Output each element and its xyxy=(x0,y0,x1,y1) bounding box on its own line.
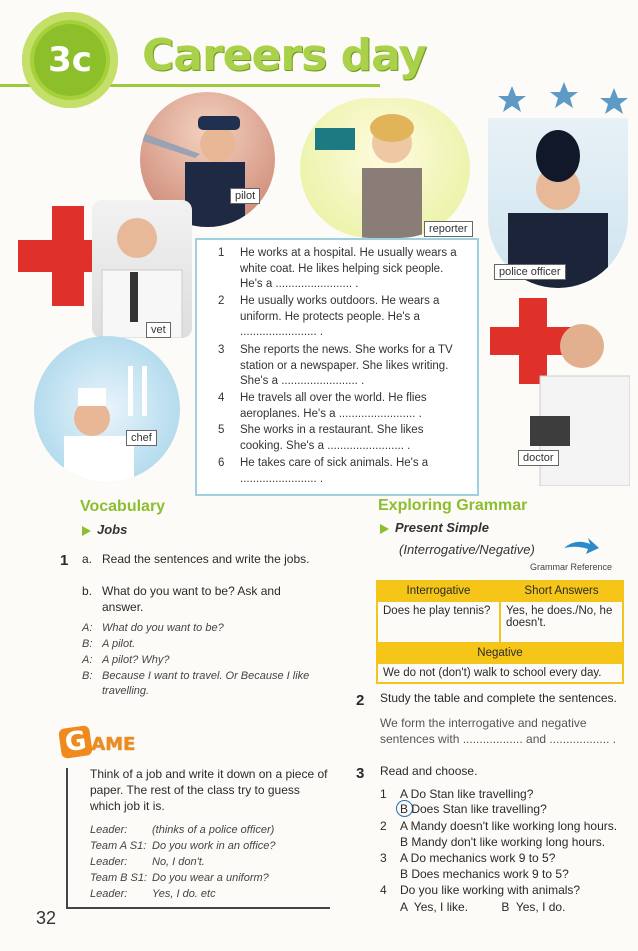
exercise-3-instruction: Read and choose. xyxy=(380,764,478,778)
interrogative-header: Interrogative xyxy=(377,581,500,601)
game-line: Do you work in an office? xyxy=(152,840,276,852)
vocabulary-subheading: Jobs xyxy=(82,522,127,537)
option-a[interactable]: A Mandy doesn't like working long hours. xyxy=(400,819,618,833)
exercise-1a-letter: a. xyxy=(82,552,93,566)
page-number: 32 xyxy=(36,908,57,928)
stars-icon xyxy=(498,82,628,122)
dialog-speaker: B: xyxy=(82,670,93,682)
negative-cell: We do not (don't) walk to school every day. xyxy=(377,663,623,683)
reporter-label: reporter xyxy=(424,221,473,237)
game-speaker: Leader: xyxy=(90,888,128,900)
grammar-subheading-2: (Interrogative/Negative) xyxy=(399,542,535,557)
vet-label: vet xyxy=(146,322,171,338)
police-officer-label: police officer xyxy=(494,264,566,280)
doctor-label: doctor xyxy=(518,450,559,466)
game-speaker: Leader: xyxy=(90,856,128,868)
game-line: Yes, I do. etc xyxy=(152,888,216,900)
sentence-6: 6 He takes care of sick animals. He's a ........................ . xyxy=(218,457,429,485)
game-line: No, I don't. xyxy=(152,856,205,868)
option-a[interactable]: A Do Stan like travelling? xyxy=(400,787,534,801)
option-a[interactable]: A Do mechanics work 9 to 5? xyxy=(400,851,556,865)
unit-badge-label: 3c xyxy=(34,24,106,96)
exercise-1-number: 1 xyxy=(60,552,69,569)
dialog-speaker: B: xyxy=(82,638,93,650)
grammar-table xyxy=(376,580,624,684)
grammar-heading: Exploring Grammar xyxy=(378,497,528,514)
arrow-icon xyxy=(380,524,389,534)
game-speaker: Team A S1: xyxy=(90,840,147,852)
option-b[interactable]: B Does Stan like travelling? xyxy=(400,802,547,816)
chef-picture xyxy=(34,336,180,482)
dialog-speaker: A: xyxy=(82,654,93,666)
chef-label: chef xyxy=(126,430,157,446)
game-instructions: Think of a job and write it down on a piece of paper. The rest of the class try to guess which job it is. xyxy=(90,767,328,813)
exercise-2-instruction: Study the table and complete the sentences. xyxy=(380,691,617,705)
vocabulary-heading: Vocabulary xyxy=(80,498,166,515)
reference-arrow-icon xyxy=(562,536,600,558)
interrogative-cell: Does he play tennis? xyxy=(377,601,500,643)
item-number: 3 xyxy=(380,851,387,865)
answer-options[interactable]: A Yes, I like. B Yes, I do. xyxy=(400,900,566,914)
police-picture xyxy=(488,118,628,288)
exercise-2-number: 2 xyxy=(356,692,365,709)
police-officer-icon xyxy=(488,118,628,288)
option-b[interactable]: B Does mechanics work 9 to 5? xyxy=(400,867,569,881)
game-speaker: Team B S1: xyxy=(90,872,148,884)
dialog-line: What do you want to be? xyxy=(102,622,224,634)
game-line: Do you wear a uniform? xyxy=(152,872,269,884)
arrow-icon xyxy=(82,526,91,536)
sentence-4: 4 He travels all over the world. He flies aeroplanes. He's a ........................ . xyxy=(218,392,427,420)
exercise-1b-text: What do you want to be? Ask and answer. xyxy=(102,584,281,614)
dialog-line: A pilot? Why? xyxy=(102,654,170,666)
dialog-line: A pilot. xyxy=(102,638,136,650)
game-speaker: Leader: xyxy=(90,824,128,836)
item-number: 2 xyxy=(380,819,387,833)
grammar-subheading: Present Simple xyxy=(380,520,489,535)
sentence-5: 5 She works in a restaurant. She likes cooking. She's a ........................ . xyxy=(218,424,424,452)
short-answers-header: Short Answers xyxy=(500,581,623,601)
game-logo: G AME xyxy=(60,727,135,757)
negative-header: Negative xyxy=(377,643,623,663)
chef-icon xyxy=(34,336,180,482)
item-number: 4 xyxy=(380,883,387,897)
dialog-line: Because I want to travel. Or Because I like travelling. xyxy=(102,670,310,697)
sentence-3: 3 She reports the news. She works for a TV station or a newspaper. She likes writing. She's a ........................ . xyxy=(218,344,453,387)
reporter-icon xyxy=(300,98,470,238)
pilot-label: pilot xyxy=(230,188,260,204)
grammar-reference: Grammar Reference xyxy=(530,562,613,572)
page-title: Careers day xyxy=(142,30,427,81)
reporter-picture xyxy=(300,98,470,238)
vet-picture xyxy=(92,200,192,338)
game-line: (thinks of a police officer) xyxy=(152,824,275,836)
question: Do you like working with animals? xyxy=(400,883,581,897)
exercise-1b-letter: b. xyxy=(82,584,93,598)
item-number: 1 xyxy=(380,787,387,801)
short-answers-cell: Yes, he does./No, he doesn't. xyxy=(500,601,623,643)
exercise-2-sentence: We form the interrogative and negative sentences with .................. and .................. . xyxy=(380,716,617,746)
exercise-1a-text: Read the sentences and write the jobs. xyxy=(102,552,310,566)
dialog-speaker: A: xyxy=(82,622,93,634)
sentence-1: 1 He works at a hospital. He usually wears a white coat. He likes helping sick people. He's a ........................ . xyxy=(218,247,457,290)
vet-icon xyxy=(92,200,192,338)
option-b[interactable]: B Mandy don't like working long hours. xyxy=(400,835,606,849)
sentence-2: 2 He usually works outdoors. He wears a uniform. He protects people. He's a ........................ . xyxy=(218,295,440,338)
exercise-3-number: 3 xyxy=(356,765,365,782)
